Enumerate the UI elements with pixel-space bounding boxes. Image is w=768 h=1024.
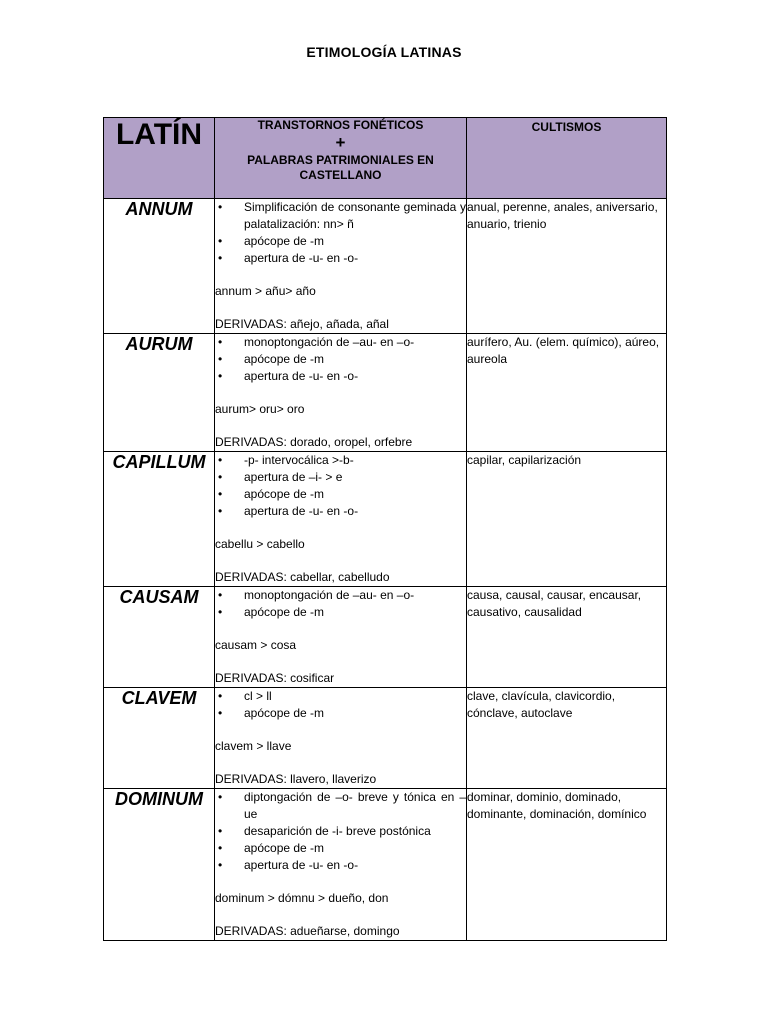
rule-item: • cl > ll — [215, 688, 466, 705]
rule-item: • apertura de -u- en -o- — [215, 368, 466, 385]
evolution-text: annum > añu> año — [215, 284, 316, 298]
evolution-text: causam > cosa — [215, 638, 297, 652]
phonetic-cell — [215, 334, 467, 452]
header-phonetic — [215, 118, 467, 199]
phonetic-cell — [215, 688, 467, 789]
phonetic-cell — [215, 789, 467, 941]
latin-word: CAUSAM — [104, 587, 215, 688]
header-phonetic-line1: TRANSTORNOS FONÉTICOS — [257, 118, 424, 132]
rule-item: • diptongación de –o- breve y tónica en –ue — [215, 789, 466, 823]
header-latin: LATÍN — [104, 118, 215, 199]
cultismos-cell: anual, perenne, anales, aniversario, anuario, trienio — [467, 199, 667, 334]
header-cultismos: CULTISMOS — [467, 118, 667, 199]
rule-item: • apócope de -m — [215, 840, 466, 857]
rule-item: • Simplificación de consonante geminada y palatalización: nn> ñ — [215, 199, 466, 233]
evolution-text: aurum> oru> oro — [215, 402, 305, 416]
etymology-table — [103, 117, 667, 941]
table-row — [104, 688, 667, 789]
table-row — [104, 452, 667, 587]
header-row — [104, 118, 667, 199]
rule-item: • apertura de -u- en -o- — [215, 503, 466, 520]
cultismos-cell: capilar, capilarización — [467, 452, 667, 587]
rule-item: • apócope de -m — [215, 233, 466, 250]
latin-word: CLAVEM — [104, 688, 215, 789]
rule-item: • monoptongación de –au- en –o- — [215, 334, 466, 351]
derivadas-text: DERIVADAS: llavero, llaverizo — [215, 772, 377, 786]
evolution-text: clavem > llave — [215, 739, 292, 753]
derivadas-text: DERIVADAS: añejo, añada, añal — [215, 317, 389, 331]
rule-item: • apócope de -m — [215, 604, 466, 621]
latin-word: CAPILLUM — [104, 452, 215, 587]
derivadas-text: DERIVADAS: cosificar — [215, 671, 335, 685]
table-row — [104, 587, 667, 688]
header-phonetic-line2: PALABRAS PATRIMONIALES EN CASTELLANO — [247, 153, 434, 182]
table-row — [104, 199, 667, 334]
phonetic-cell — [215, 199, 467, 334]
derivadas-text: DERIVADAS: cabellar, cabelludo — [215, 570, 390, 584]
latin-word: AURUM — [104, 334, 215, 452]
rule-item: • apócope de -m — [215, 351, 466, 368]
latin-word: DOMINUM — [104, 789, 215, 941]
phonetic-cell — [215, 452, 467, 587]
table-row — [104, 789, 667, 941]
cultismos-cell: dominar, dominio, dominado, dominante, dominación, domínico — [467, 789, 667, 941]
evolution-text: cabellu > cabello — [215, 537, 305, 551]
document-title: ETIMOLOGÍA LATINAS — [306, 44, 462, 60]
rule-item: • monoptongación de –au- en –o- — [215, 587, 466, 604]
rule-item: • apertura de –i- > e — [215, 469, 466, 486]
rule-item: • apertura de -u- en -o- — [215, 857, 466, 874]
evolution-text: dominum > dómnu > dueño, don — [215, 891, 389, 905]
latin-word: ANNUM — [104, 199, 215, 334]
rule-item: • apócope de -m — [215, 486, 466, 503]
header-plus: + — [335, 133, 346, 152]
cultismos-cell: causa, causal, causar, encausar, causativo, causalidad — [467, 587, 667, 688]
derivadas-text: DERIVADAS: dorado, oropel, orfebre — [215, 435, 413, 449]
rule-item: • apócope de -m — [215, 705, 466, 722]
rule-item: • desaparición de -i- breve postónica — [215, 823, 466, 840]
table-row — [104, 334, 667, 452]
phonetic-cell — [215, 587, 467, 688]
cultismos-cell: clave, clavícula, clavicordio, cónclave, autoclave — [467, 688, 667, 789]
derivadas-text: DERIVADAS: adueñarse, domingo — [215, 924, 400, 938]
rule-item: • -p- intervocálica >-b- — [215, 452, 466, 469]
cultismos-cell: aurífero, Au. (elem. químico), aúreo, aureola — [467, 334, 667, 452]
rule-item: • apertura de -u- en -o- — [215, 250, 466, 267]
